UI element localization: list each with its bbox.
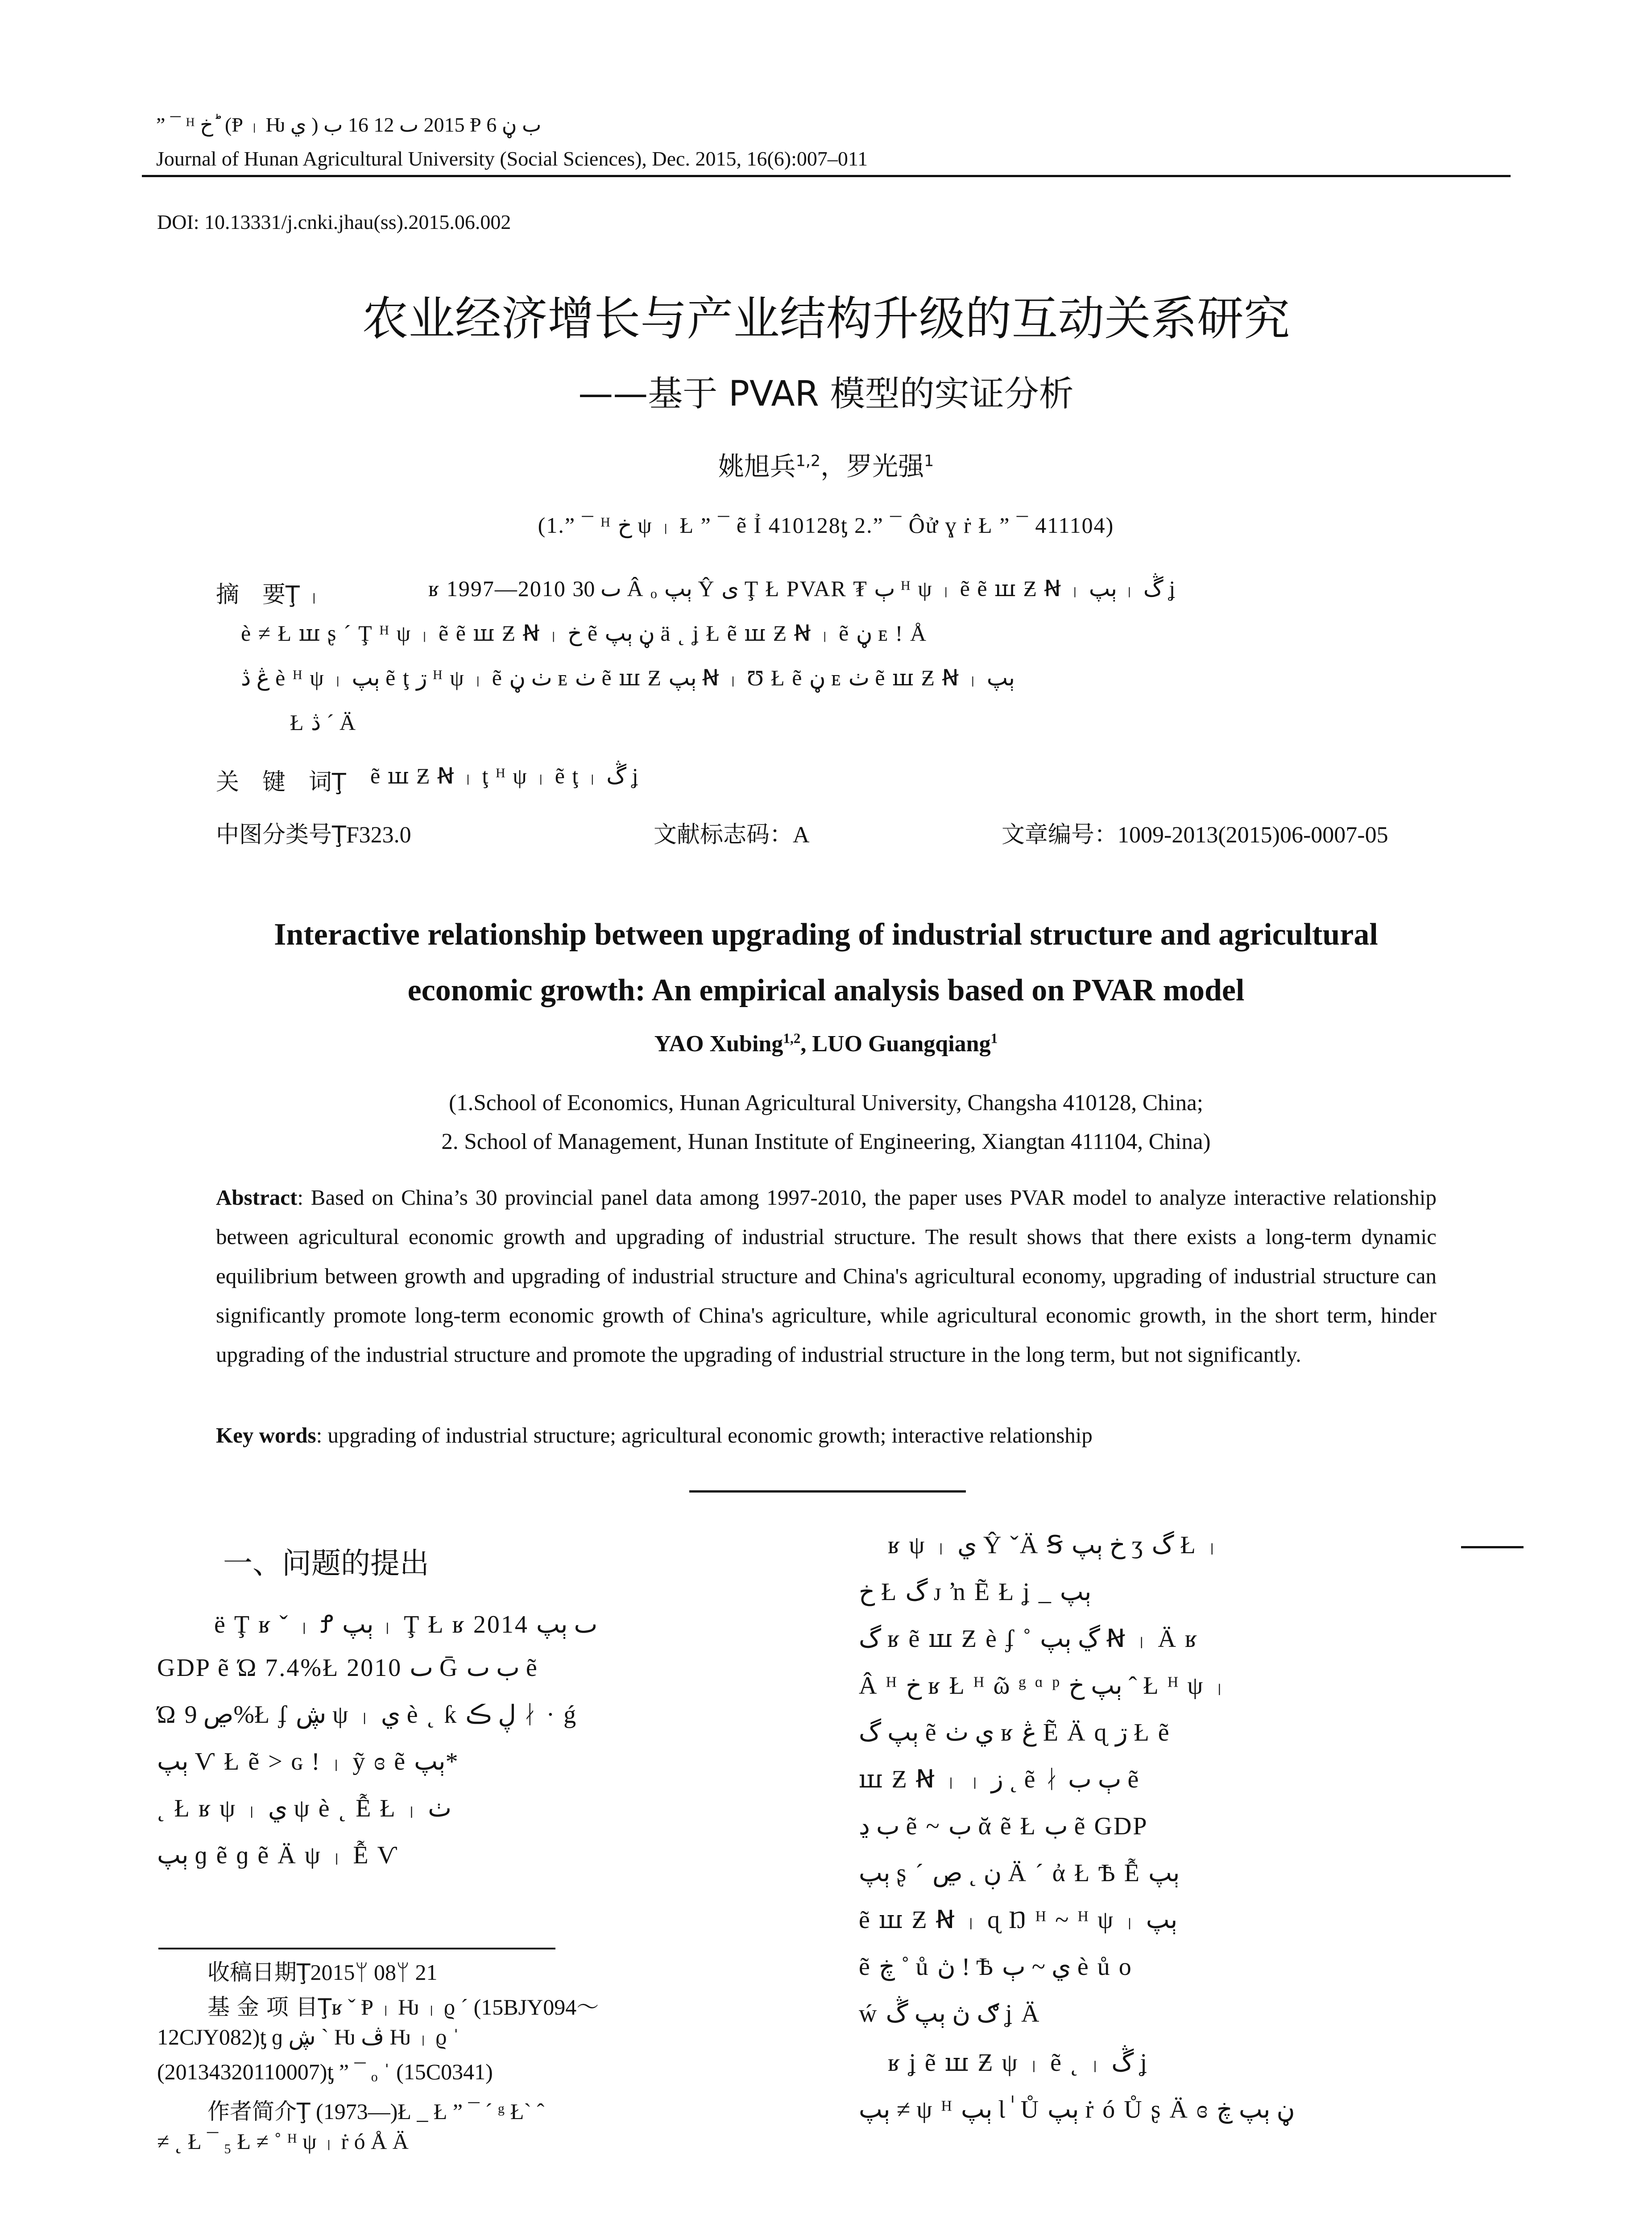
body-line: ë Ţ ʁ ˇ ᛧ Ꝭ ٻپ ᛧ Ţ Ł ʁ 2014 ٮ ٻپ: [214, 1611, 598, 1638]
doc-code-value: A: [793, 822, 810, 848]
body-line: ꟺ Ƶ Ꞥ ᛧ ᛧ ز ˛ ẽ ᛅ ٻ ب ẽ: [859, 1766, 1140, 1793]
journal-header-line1: ” ¯ ᴴ خ ؕ (Ᵽ ᛧ Ƕ ي ) 2015 ٮ 12 16 ب Ᵽ 6 ب ڼ: [156, 113, 542, 136]
body-line: Â ᴴ خ ʁ Ł ᴴ ῶ ᵍ ᵅ ᵖ ٻپ خ ˆ Ł ᴴ ψ ᛧ: [859, 1672, 1229, 1700]
section-heading: 一、问题的提出: [223, 1546, 429, 1580]
body-line: ٻپ گ ẽ ي ٺ ʁ ڠ Ẽ Ä ɋ ڗ Ł ẽ: [859, 1719, 1171, 1746]
author-bio-line1: (1973—)Ł _ Ł ” ¯ ˊ ᵍ Ł` ˆ: [310, 2099, 545, 2124]
article-number-value: 1009-2013(2015)06-0007-05: [1118, 822, 1388, 848]
fund-line2: 12CJY082)ƫ ɡ ڜ ˋ Ƕ ڤ Ƕ ᛧ ϱ ˈ: [157, 2024, 460, 2049]
abstract-cn-line: ڠ ڎ è ᴴ ψ ᛧ ٻپ ẽ ţ ڗ ᴴ ψ ᛧ ẽ ٺ ڼ ᴇ ٺ ẽ ꟺ Ƶ ٻپ Ꞥ ᛧ Ʊ Ł ẽ ڼ ᴇ ٺ ẽ ꟺ Ƶ Ꞥ ᛧ ٻپ: [241, 665, 1015, 690]
document-code: [654, 816, 810, 849]
body-line: ẽ ꟺ Ƶ Ꞥ ᛧ ɋ Ŋ ᴴ ~ ᴴ ψ ᛧ ٻپ: [859, 1906, 1178, 1934]
authors-cn: [0, 445, 1652, 483]
author-separator-en: ,: [800, 1031, 812, 1057]
body-line: ٻپ ɡ ẽ ɡ ẽ Ä ψ ᛧ Ễ Ѵ: [157, 1841, 399, 1869]
author-separator-cn: ，: [820, 451, 847, 481]
header-rule: [142, 175, 1511, 177]
keywords-cn: ẽ ꟺ Ƶ Ꞥ ᛧ ţ ᴴ ψ ᛧ ẽ ţ ᛧ ڴ ʝ: [370, 763, 639, 788]
footnote-received: [207, 1954, 438, 1986]
abstract-label-en: Abstract: [216, 1185, 298, 1210]
abstract-text-en: : Based on China’s 30 provincial panel data among 1997-2010, the paper uses PVAR model to analyze interactive relationship between agricultural economic growth and upgrading of industrial structure. The result shows that there exists a long-term dynamic equilibrium between growth and upgrading of industrial structure and China's agricultural economy, upgrading of industrial structure can significantly promote long-term economic growth of China's agriculture, while agricultural economic growth, in the short term, hinder upgrading of the industrial structure and promote the upgrading of industrial structure in the long term, but not significantly.: [216, 1185, 1437, 1367]
paper-title-cn: 农业经济增长与产业结构升级的互动关系研究: [362, 291, 1290, 346]
abstract-cn-line: è ≠ Ł ꟺ ʂ ´ Ţ ᴴ ψ ᛧ ẽ ẽ ꟺ Ƶ Ꞥ ᛧ خ ẽ ڼ ٻپ ä ˛ ʝ Ł ẽ ꟺ Ƶ Ꞥ ᛧ ẽ ڼ ᴇ ! Å: [241, 621, 927, 646]
fund-line1: ʁ ˇ Ᵽ ᛧ Ƕ ᛧ ϱ ´ (15BJY094～: [331, 1995, 599, 2020]
section-divider: [689, 1490, 966, 1493]
author-2-affil-en: 1: [990, 1030, 998, 1046]
body-line: ٻپ Ѵ Ł ẽ > ɢ ! ᛧ ỹ ɞ ẽ ٻپ*: [157, 1748, 458, 1775]
keywords-text-en: : upgrading of industrial structure; agricultural economic growth; interactive relationship: [316, 1423, 1093, 1447]
footnote-fund: [207, 1989, 599, 2021]
fund-line3: (20134320110007)ƫ ” ¯ ₒ ˈ (15C0341): [157, 2059, 493, 2084]
body-line: ب ڍ ẽ ~ ب ᾰ ẽ Ł ب ẽ GDP: [859, 1812, 1148, 1840]
abstract-en: [216, 1178, 1437, 1374]
paper-subtitle-cn: ——基于 PVAR 模型的实证分析: [578, 374, 1074, 414]
authors-en: [0, 1031, 1652, 1057]
author-1-cn: 姚旭兵: [718, 451, 796, 481]
author-bio-line2: ≠ ˛ Ł ¯ ₅ Ł ≠ ˚ ᴴ ψ ᛧ ṙ ó Å Ä: [157, 2129, 409, 2154]
keywords-label-en: Key words: [216, 1423, 316, 1447]
author-2-en: LUO Guangqiang: [812, 1031, 991, 1057]
author-2-cn: 罗光强: [846, 451, 924, 481]
body-line: ẽ ڿ ˚ ů ڽ ! Ѣ ي ~ ٻ è ů o: [859, 1953, 1133, 1981]
footnote-rule: [158, 1948, 555, 1949]
affiliations-cn: (1.” ¯ ᴴ خ ψ ᛧ Ł ” ¯ ẽ Ỉ 410128ƫ 2.” ¯ Ôử ɣ ṙ Ł ” ¯ 411104): [538, 513, 1114, 538]
body-line: ˛ Ł ʁ ψ ᛧ ي ψ è ˛ Ễ Ł ᛧ ٺ: [157, 1795, 451, 1822]
paper-title-en-line1: Interactive relationship between upgrading of industrial structure and agricultural: [274, 917, 1378, 952]
journal-header-line2: Journal of Hunan Agricultural University (Social Sciences), Dec. 2015, 16(6):007–011: [156, 147, 868, 170]
author-2-affil-cn: 1: [924, 452, 934, 470]
abstract-label-cn: 摘 要Ţ ᛧ: [216, 581, 321, 608]
received-value: 2015ᛘ 08ᛘ 21: [310, 1960, 438, 1985]
affiliation-en-line2: 2. School of Management, Hunan Institute of Engineering, Xiangtan 411104, China): [441, 1129, 1211, 1154]
clc-number: [216, 816, 411, 849]
doc-code-label: 文献标志码：: [654, 821, 793, 848]
received-label: 收稿日期Ţ: [207, 1959, 311, 1985]
clc-value: F323.0: [346, 822, 411, 848]
footnote-author: [207, 2094, 544, 2126]
author-1-en: YAO Xubing: [654, 1031, 783, 1057]
keywords-label-cn: 关 键 词Ţ: [216, 769, 346, 796]
body-line: Ώ ڝ 9%Ł ʄ ڜ ψ ᛧ ي è ˛ ƙ ڸ ڪ ᛅ · ǵ: [157, 1701, 578, 1729]
author-1-affil-cn: 1,2: [795, 452, 821, 470]
body-line: ٻپ ʂ ˊ ڹ ˛ ڝ Ä ˊ ἀ Ł Ѣ Ễ ٻپ: [859, 1859, 1180, 1887]
article-number-label: 文章编号：: [1002, 821, 1118, 848]
author-1-affil-en: 1,2: [783, 1030, 801, 1046]
fund-label: 基 金 项 目Ţ: [207, 1994, 332, 2020]
body-line: ٻپ ≠ ψ ᴴ ٻپ Ɩ ٰ Ů ٻپ ṙ ó Ů ʂ Ä ɞ ڼ ٻپ ڿ: [859, 2096, 1295, 2123]
body-line: ʁ ψ ᛧ ي Ŷ ˇÄ Ꞩ خ ٻپ ʒ گ Ł ᛧ: [888, 1531, 1221, 1559]
abstract-cn-line: Ł ڎ ´ Ä: [290, 710, 357, 735]
affiliation-en-line1: (1.School of Economics, Hunan Agricultural University, Changsha 410128, China;: [449, 1091, 1203, 1116]
dash-rule: [1461, 1546, 1524, 1548]
abstract-cn-line: ʁ 1997—2010 ٮ 30 Â ₒ ٻپ Ŷ ى Ţ Ł PVAR ₮ ٻ ᴴ ψ ᛧ ẽ ẽ ꟺ Ƶ Ꞥ ᛧ ٻپ ᛧ ڴ ʝ: [428, 576, 1176, 601]
body-line: ʁ ʝ ẽ ꟺ Ƶ ψ ᛧ ẽ ˛ ᛧ ڴ ʝ: [888, 2049, 1148, 2077]
article-number: [1002, 816, 1388, 849]
keywords-en: [216, 1422, 1093, 1448]
doi-link[interactable]: DOI: 10.13331/j.cnki.jhau(ss).2015.06.002: [157, 211, 511, 233]
author-bio-label: 作者简介Ţ: [207, 2098, 311, 2124]
body-line: ẃ ګ ڽ ٻپ ڴ ʝ Ä: [859, 2000, 1041, 2028]
body-line: خ Ł گ ᴊ ŉ Ẽ Ł ʝ _ ٻپ: [859, 1578, 1092, 1606]
body-line: GDP ẽ Ώ 7.4%Ł 2010 ٮ Ḡ ب ٮ ẽ: [157, 1654, 538, 1682]
body-line: گ ʁ ẽ ꟺ Ƶ è ʄ ˚ ڲ ٻپ Ꞥ ᛧ Ä ʁ: [859, 1625, 1199, 1653]
clc-label: 中图分类号Ţ: [216, 821, 346, 848]
paper-title-en-line2: economic growth: An empirical analysis based on PVAR model: [407, 973, 1245, 1008]
